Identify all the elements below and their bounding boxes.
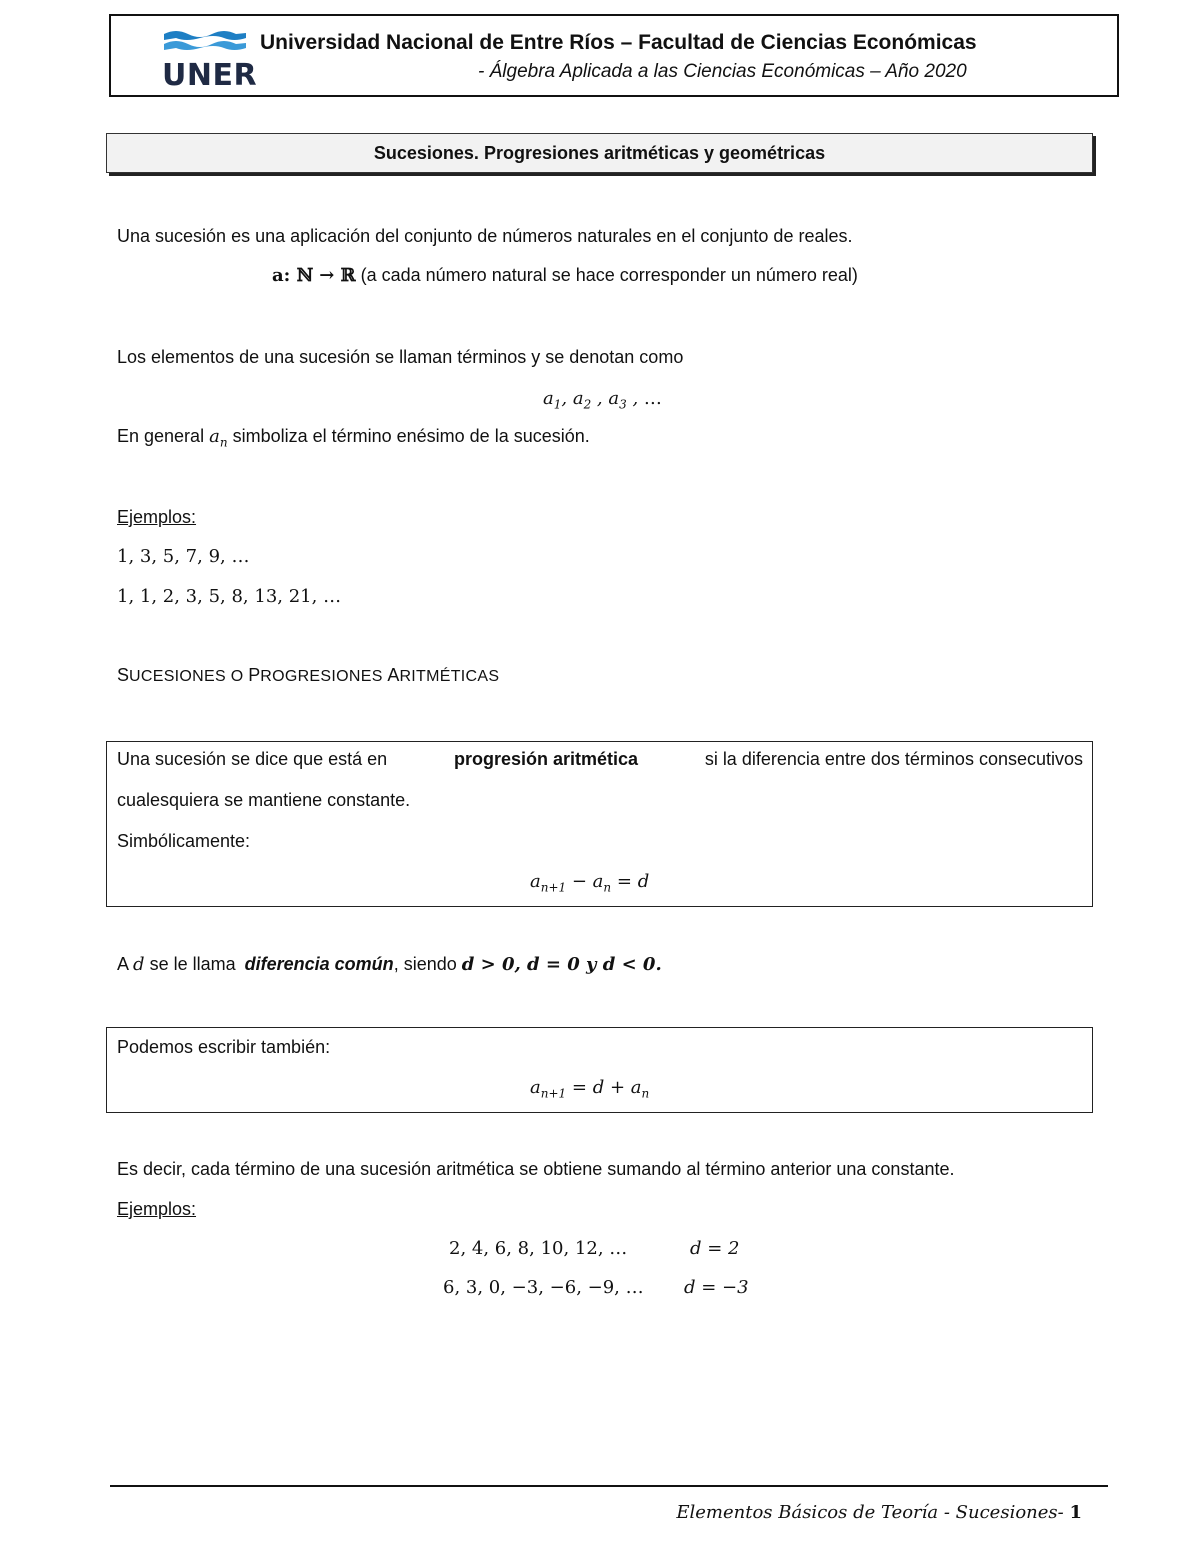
formula-recursive: $a_{n+1} = d + a_n$ [530, 1077, 650, 1101]
general-post: simboliza el término enésimo de la sucesión. [232, 426, 590, 446]
mapping-line [272, 264, 858, 287]
explain-text: Es decir, cada término de una sucesión aritmética se obtiene sumando al término anterior una constante. [117, 1159, 955, 1179]
difference-conditions: d > 0, d = 0 y d < 0. [461, 954, 662, 975]
general-pre: En general [117, 426, 205, 446]
formula-difference: $a_{n+1} - a_n = d$ [530, 871, 650, 895]
terms-sequence: $a_1$, $a_2$ , $a_3$ , … [543, 388, 662, 412]
common-difference-term: diferencia común [244, 954, 394, 974]
example-odd-numbers: 1, 3, 5, 7, 9, … [117, 546, 250, 567]
course-title: - Álgebra Aplicada a las Ciencias Económicas – Año 2020 [478, 61, 967, 82]
footer-divider [110, 1485, 1108, 1487]
footer-text: Elementos Básicos de Teoría - Sucesiones- 1 [676, 1502, 1082, 1523]
general-term-line: En general $a_n$ simboliza el término enésimo de la sucesión. [117, 426, 590, 450]
section-title-text: Sucesiones. Progresiones aritméticas y geométricas [373, 142, 826, 163]
terms-ellipsis: … [643, 388, 662, 409]
example-even-d: d = 2 [690, 1238, 740, 1259]
arithmetic-progression-term: progresión aritmética [453, 749, 639, 769]
def-line1: Una sucesión se dice que está en progresión aritmética si la diferencia entre dos términos consecutivos [117, 749, 1083, 769]
definition-text: Una sucesión es una aplicación del conjunto de números naturales en el conjunto de reales. [117, 226, 853, 246]
arithmetic-heading: SUCESIONES O PROGRESIONES ARITMÉTICAS [117, 665, 500, 685]
box2-label: Podemos escribir también: [117, 1037, 331, 1057]
example-decreasing-d: d = −3 [684, 1277, 749, 1298]
def-line2: cualesquiera se mantiene constante. [117, 790, 411, 810]
symbolic-label: Simbólicamente: [117, 831, 251, 851]
terms-text: Los elementos de una sucesión se llaman términos y se denotan como [117, 347, 684, 367]
examples2-label: Ejemplos: [117, 1199, 197, 1219]
example-even-seq: 2, 4, 6, 8, 10, 12, … [449, 1238, 628, 1259]
common-difference-line: A d se le llama diferencia común, siendo d > 0, d = 0 y d < 0. [117, 954, 662, 975]
section-title [106, 133, 1093, 173]
page-number: 1 [1069, 1502, 1082, 1523]
example-fibonacci: 1, 1, 2, 3, 5, 8, 13, 21, … [117, 586, 342, 607]
example-decreasing-seq: 6, 3, 0, −3, −6, −9, … [443, 1277, 644, 1298]
logo-text: UNER [162, 58, 258, 93]
examples-label: Ejemplos: [117, 507, 197, 527]
mapping-symbol: a: ℕ → ℝ [272, 265, 356, 286]
mapping-note: (a cada número natural se hace corresponder un número real) [360, 265, 858, 285]
header-box [109, 14, 1119, 97]
university-title: Universidad Nacional de Entre Ríos – Facultad de Ciencias Económicas [260, 31, 977, 54]
